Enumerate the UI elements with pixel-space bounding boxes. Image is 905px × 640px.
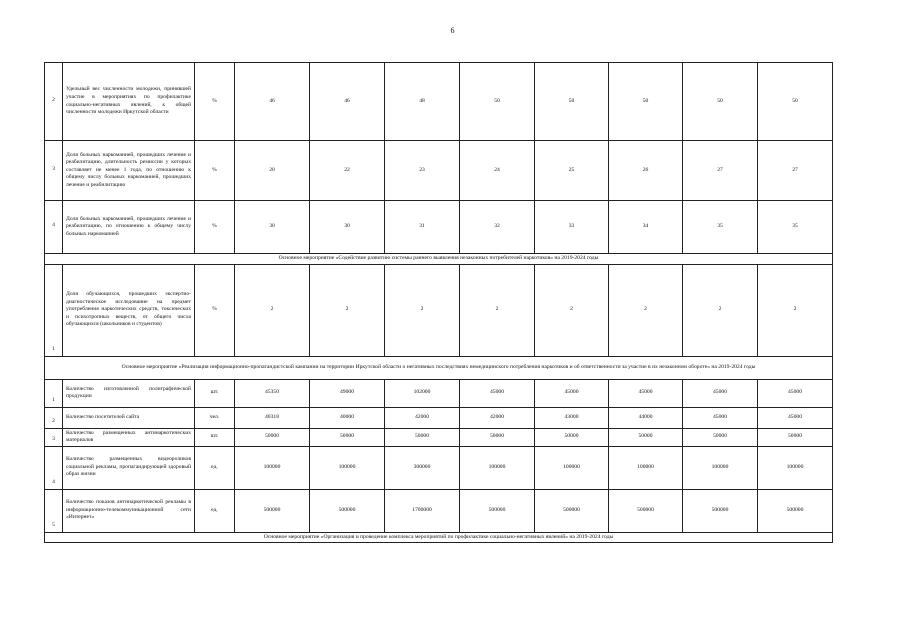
value-cell: 500000 — [758, 489, 833, 532]
value-cell: 23 — [385, 141, 460, 201]
value-cell: 30 — [310, 201, 385, 254]
unit-cell: ед. — [195, 489, 235, 532]
value-cell: 25 — [535, 141, 609, 201]
row-number: 2 — [45, 407, 63, 428]
unit-cell: шт. — [195, 379, 235, 407]
table-row — [45, 201, 833, 254]
unit-cell: % — [195, 141, 235, 201]
value-cell: 2 — [535, 264, 609, 356]
value-cell: 24 — [460, 141, 535, 201]
value-cell: 26 — [609, 141, 683, 201]
value-cell: 31 — [385, 201, 460, 254]
section-title: Основное мероприятие «Реализация информационно-пропагандистской кампании на территории Иркутской области о негативных последствиях немедицинского потребления наркотиков и об ответственности за участие в их незаконном обороте» на 2019-2024 годы — [45, 356, 833, 379]
value-cell: 100000 — [460, 446, 535, 489]
value-cell: 500000 — [609, 489, 683, 532]
value-cell: 50000 — [310, 428, 385, 446]
value-cell: 50000 — [683, 428, 758, 446]
row-number: 5 — [45, 489, 63, 532]
value-cell: 33 — [535, 201, 609, 254]
row-number: 3 — [45, 428, 63, 446]
value-cell: 45000 — [758, 407, 833, 428]
value-cell: 40318 — [235, 407, 310, 428]
table-row — [45, 264, 833, 356]
value-cell: 100000 — [235, 446, 310, 489]
row-number: 2 — [45, 63, 63, 141]
section-row — [45, 254, 833, 265]
value-cell: 35 — [683, 201, 758, 254]
table-row — [45, 141, 833, 201]
value-cell: 45000 — [535, 379, 609, 407]
value-cell: 32 — [460, 201, 535, 254]
section-row — [45, 532, 833, 543]
section-title: Основное мероприятие «Организация и проведение комплекса мероприятий по профилактике социально-негативных явлений» на 2019-2024 годы — [45, 532, 833, 543]
value-cell: 500000 — [460, 489, 535, 532]
indicator-name: Количество размещенных антинаркотических материалов — [63, 428, 195, 446]
value-cell: 50 — [535, 63, 609, 141]
unit-cell: шт. — [195, 428, 235, 446]
row-number: 1 — [45, 264, 63, 356]
value-cell: 100000 — [758, 446, 833, 489]
table-row — [45, 379, 833, 407]
value-cell: 22 — [310, 141, 385, 201]
value-cell: 50000 — [460, 428, 535, 446]
value-cell: 100000 — [609, 446, 683, 489]
value-cell: 49000 — [310, 379, 385, 407]
indicator-name: Доля обучающихся, прошедших экспертно-диагностическое исследование на предмет употребления наркотических средств, токсических и психотропных веществ, от общего числа обучающихся (школьников и студентов) — [63, 264, 195, 356]
value-cell: 34 — [609, 201, 683, 254]
value-cell: 27 — [758, 141, 833, 201]
table-row — [45, 428, 833, 446]
section-row — [45, 356, 833, 379]
value-cell: 45000 — [460, 379, 535, 407]
value-cell: 27 — [683, 141, 758, 201]
table-body-c — [45, 379, 833, 532]
value-cell: 100000 — [535, 446, 609, 489]
value-cell: 45000 — [609, 379, 683, 407]
table-row — [45, 446, 833, 489]
value-cell: 44000 — [609, 407, 683, 428]
value-cell: 100000 — [310, 446, 385, 489]
unit-cell: чел. — [195, 407, 235, 428]
table-body-a — [45, 63, 833, 254]
value-cell: 42000 — [460, 407, 535, 428]
value-cell: 300000 — [385, 446, 460, 489]
indicator-name: Доля больных наркоманией, прошедших лечение и реабилитацию, по отношению к общему числу больных наркоманией — [63, 201, 195, 254]
value-cell: 2 — [235, 264, 310, 356]
value-cell: 1700000 — [385, 489, 460, 532]
value-cell: 43000 — [535, 407, 609, 428]
value-cell: 45350 — [235, 379, 310, 407]
value-cell: 2 — [460, 264, 535, 356]
value-cell: 50000 — [535, 428, 609, 446]
value-cell: 500000 — [235, 489, 310, 532]
value-cell: 500000 — [310, 489, 385, 532]
value-cell: 30 — [235, 201, 310, 254]
value-cell: 2 — [385, 264, 460, 356]
table-row — [45, 63, 833, 141]
indicator-name: Доля больных наркоманией, прошедших лечение и реабилитацию, длительность ремиссии у которых составляет не менее 1 года, по отношению к общему числу больных наркоманией, прошедших лечение и реабилитацию — [63, 141, 195, 201]
value-cell: 50000 — [385, 428, 460, 446]
value-cell: 50000 — [758, 428, 833, 446]
value-cell: 2 — [609, 264, 683, 356]
value-cell: 2 — [758, 264, 833, 356]
value-cell: 42000 — [385, 407, 460, 428]
value-cell: 500000 — [535, 489, 609, 532]
value-cell: 48 — [385, 63, 460, 141]
section-title: Основное мероприятие «Содействие развитию системы раннего выявления незаконных потребителей наркотиков» на 2019-2024 годы — [45, 254, 833, 265]
value-cell: 45000 — [683, 407, 758, 428]
value-cell: 20 — [235, 141, 310, 201]
section-3-body — [45, 532, 833, 543]
page-number: 6 — [450, 26, 455, 35]
value-cell: 50 — [609, 63, 683, 141]
value-cell: 45000 — [683, 379, 758, 407]
value-cell: 40000 — [310, 407, 385, 428]
indicator-name: Удельный вес численности молодежи, принявшей участие в мероприятиях по профилактике социально-негативных явлений, к общей численности молодежи Иркутской области — [63, 63, 195, 141]
value-cell: 50000 — [235, 428, 310, 446]
row-number: 3 — [45, 141, 63, 201]
value-cell: 46 — [310, 63, 385, 141]
unit-cell: % — [195, 63, 235, 141]
value-cell: 50 — [758, 63, 833, 141]
value-cell: 50 — [460, 63, 535, 141]
value-cell: 2 — [683, 264, 758, 356]
row-number: 4 — [45, 201, 63, 254]
table-row — [45, 489, 833, 532]
section-2-body — [45, 356, 833, 379]
unit-cell: ед. — [195, 446, 235, 489]
indicator-name: Количество изготовленной полиграфической продукции — [63, 379, 195, 407]
unit-cell: % — [195, 264, 235, 356]
indicators-table — [44, 62, 833, 543]
table-body-b — [45, 264, 833, 356]
indicator-name: Количество посетителей сайта — [63, 407, 195, 428]
value-cell: 500000 — [683, 489, 758, 532]
row-number: 4 — [45, 446, 63, 489]
value-cell: 100000 — [683, 446, 758, 489]
indicator-name: Количество показов антинаркотической рекламы в информационно-телекоммуникационной сети «Интернет» — [63, 489, 195, 532]
value-cell: 35 — [758, 201, 833, 254]
value-cell: 45000 — [758, 379, 833, 407]
value-cell: 2 — [310, 264, 385, 356]
value-cell: 50000 — [609, 428, 683, 446]
indicator-name: Количество размещенных видеороликов социальной рекламы, пропагандирующей здоровый образ жизни — [63, 446, 195, 489]
value-cell: 50 — [683, 63, 758, 141]
unit-cell: % — [195, 201, 235, 254]
section-1-body — [45, 254, 833, 265]
value-cell: 46 — [235, 63, 310, 141]
table-row — [45, 407, 833, 428]
row-number: 1 — [45, 379, 63, 407]
value-cell: 102000 — [385, 379, 460, 407]
